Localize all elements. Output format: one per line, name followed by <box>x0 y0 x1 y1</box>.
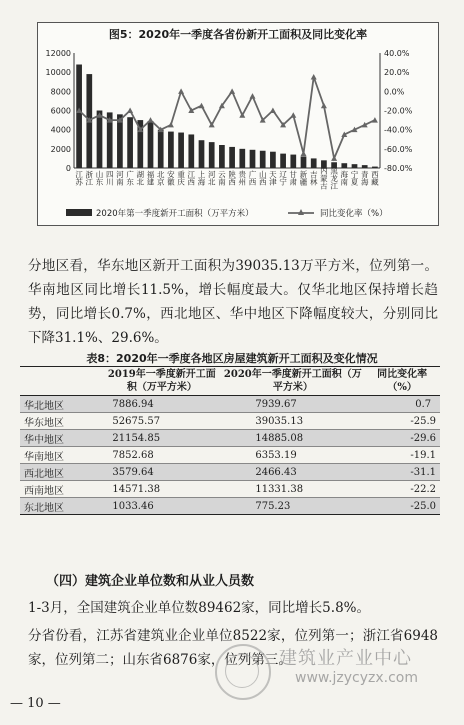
change-rate-point <box>229 88 235 94</box>
x-tick-label: 云南 <box>217 170 227 186</box>
y-right-tick-label: -40.0% <box>384 125 413 135</box>
x-tick-label: 山东 <box>95 170 104 186</box>
table-header-row <box>20 367 440 396</box>
table-cell-2019: 3579.64 <box>102 464 221 481</box>
table-cell-2019: 14571.38 <box>102 481 221 498</box>
chart-title: 图5：2020年一季度各省份新开工面积及同比变化率 <box>108 28 368 41</box>
table-cell-region: 华北地区 <box>20 396 102 413</box>
bar <box>97 111 103 169</box>
bar <box>127 117 133 168</box>
table-cell-2020: 2466.43 <box>221 464 364 481</box>
y-right-tick-label: -60.0% <box>384 144 413 154</box>
y-right-tick-label: -80.0% <box>384 164 413 173</box>
change-rate-point <box>270 108 276 114</box>
x-tick-label: 海南 <box>339 170 349 186</box>
x-tick-label: 广西 <box>248 170 257 186</box>
bar <box>372 167 378 168</box>
watermark-url: www.jzycyzx.com <box>295 670 419 686</box>
change-rate-point <box>372 117 378 123</box>
table-cell-change: -25.0 <box>364 498 440 515</box>
x-tick-label: 河南 <box>115 170 125 186</box>
x-tick-label: 河北 <box>207 170 217 186</box>
x-tick-label: 青海 <box>360 170 370 186</box>
bar <box>311 158 317 168</box>
legend-line-label: 同比变化率（%） <box>320 209 388 219</box>
table-row <box>20 396 440 413</box>
x-tick-label: 新疆 <box>299 170 308 186</box>
change-rate-point <box>321 103 327 109</box>
bar <box>362 165 368 168</box>
page-number: — 10 — <box>10 696 61 711</box>
x-tick-label: 四川 <box>105 170 115 186</box>
table-header-2019: 2019年一季度新开工面积（万平方米） <box>102 367 221 396</box>
bar <box>148 121 154 168</box>
bar <box>341 163 347 168</box>
bar <box>168 132 174 168</box>
bar <box>270 152 276 168</box>
table-row <box>20 498 440 515</box>
legend-line-marker-icon <box>298 209 304 215</box>
y-left-tick-label: 4000 <box>50 125 71 135</box>
y-left-tick-label: 8000 <box>50 87 71 97</box>
change-rate-line <box>79 77 375 158</box>
bar <box>290 155 296 168</box>
table-header-2020: 2020年一季度新开工面积（万平方米） <box>221 367 364 396</box>
table-row <box>20 447 440 464</box>
x-tick-label: 山西 <box>258 170 268 186</box>
table-cell-change: -25.9 <box>364 413 440 430</box>
bar <box>178 133 184 168</box>
watermark-name: 建筑业产业中心 <box>279 648 412 669</box>
chart-svg <box>38 23 438 225</box>
table-cell-2020: 775.23 <box>221 498 364 515</box>
bar <box>158 130 164 168</box>
x-tick-label: 吉林 <box>309 170 319 186</box>
table-cell-2020: 39035.13 <box>221 413 364 430</box>
table-cell-2019: 7852.68 <box>102 447 221 464</box>
table-row <box>20 413 440 430</box>
x-tick-label: 黑龙江 <box>329 166 339 190</box>
x-tick-label: 浙江 <box>84 170 94 186</box>
table-cell-region: 华南地区 <box>20 447 102 464</box>
y-right-tick-label: 0.0% <box>384 87 405 97</box>
bar <box>209 142 215 168</box>
watermark-logo <box>215 640 455 700</box>
watermark-seal-icon <box>215 644 271 700</box>
table-cell-2019: 21154.85 <box>102 430 221 447</box>
table-cell-2020: 7939.67 <box>221 396 364 413</box>
bar <box>188 134 194 168</box>
bar <box>301 157 307 169</box>
bar <box>76 65 82 169</box>
change-rate-point <box>199 103 205 109</box>
x-tick-label: 安徽 <box>166 170 176 186</box>
y-right-tick-label: -20.0% <box>384 106 413 116</box>
x-tick-label: 福建 <box>146 170 155 186</box>
table-cell-2019: 52675.57 <box>102 413 221 430</box>
y-right-tick-label: 20.0% <box>384 68 410 78</box>
table-cell-region: 东北地区 <box>20 498 102 515</box>
table-header-region <box>20 367 102 396</box>
legend-bar-label: 2020年第一季度新开工面积（万平方米） <box>96 209 254 219</box>
chart-figure <box>37 22 439 226</box>
region-table <box>20 366 440 515</box>
y-left-tick-label: 6000 <box>50 106 71 116</box>
change-rate-point <box>178 88 184 94</box>
bar <box>260 151 266 168</box>
y-left-tick-label: 2000 <box>50 144 71 154</box>
x-tick-label: 内蒙古 <box>319 166 329 190</box>
x-tick-label: 江苏 <box>74 170 84 186</box>
x-tick-label: 广东 <box>125 170 135 186</box>
table-cell-2020: 6353.19 <box>221 447 364 464</box>
y-left-tick-label: 10000 <box>45 68 71 78</box>
paragraph-region-summary: 分地区看，华东地区新开工面积为39035.13万平方米，位列第一。华南地区同比增长11.5%，增长幅度最大。仅华北地区保持增长趋势，同比增长0.7%，西北地区、华中地区下降幅度较大，分别同比下降31.1%、29.6%。 <box>28 258 438 346</box>
x-tick-label: 贵州 <box>237 170 247 186</box>
table-cell-change: -31.1 <box>364 464 440 481</box>
bar <box>250 150 256 168</box>
section-heading: （四）建筑企业单位数和从业人员数 <box>46 574 255 589</box>
bar <box>219 145 225 168</box>
table-cell-region: 华中地区 <box>20 430 102 447</box>
x-tick-label: 陕西 <box>227 170 237 186</box>
x-tick-label: 辽宁 <box>278 170 288 186</box>
change-rate-point <box>250 93 256 99</box>
x-tick-label: 湖北 <box>135 170 145 186</box>
bar <box>199 140 205 168</box>
table-cell-change: -22.2 <box>364 481 440 498</box>
x-tick-label: 江西 <box>186 170 196 186</box>
table-cell-change: -19.1 <box>364 447 440 464</box>
x-tick-label: 西藏 <box>370 170 380 186</box>
change-rate-point <box>311 74 317 80</box>
legend-bar-swatch <box>66 209 92 216</box>
table-cell-2019: 7886.94 <box>102 396 221 413</box>
table-cell-region: 西南地区 <box>20 481 102 498</box>
y-left-tick-label: 0 <box>65 164 71 173</box>
change-rate-point <box>168 122 174 128</box>
change-rate-point <box>301 151 307 157</box>
table-cell-change: 0.7 <box>364 396 440 413</box>
bar <box>352 164 358 168</box>
table-header-change: 同比变化率（%） <box>364 367 440 396</box>
x-tick-label: 重庆 <box>176 170 186 186</box>
change-rate-point <box>290 112 296 118</box>
table-cell-change: -29.6 <box>364 430 440 447</box>
change-rate-point <box>331 155 337 161</box>
table-row <box>20 481 440 498</box>
table-cell-region: 西北地区 <box>20 464 102 481</box>
paragraph-enterprise-count: 1-3月，全国建筑企业单位数89462家，同比增长5.8%。 <box>28 600 370 616</box>
x-tick-label: 天津 <box>268 170 278 186</box>
x-tick-label: 上海 <box>197 170 206 186</box>
bar <box>239 149 245 168</box>
y-left-tick-label: 12000 <box>45 49 71 58</box>
bar <box>280 154 286 168</box>
table-cell-2020: 14885.08 <box>221 430 364 447</box>
table-cell-region: 华东地区 <box>20 413 102 430</box>
bar <box>229 147 235 168</box>
y-right-tick-label: 40.0% <box>384 49 410 58</box>
table-row <box>20 464 440 481</box>
x-tick-label: 甘肃 <box>288 170 298 186</box>
table-cell-2019: 1033.46 <box>102 498 221 515</box>
change-rate-point <box>127 108 133 114</box>
table-title: 表8：2020年一季度各地区房屋建筑新开工面积及变化情况 <box>86 352 378 365</box>
paragraph-province-ranking: 分省份看，江苏省建筑业企业单位8522家，位列第一；浙江省6948家，位列第二；山东省6876家，位列第三。 <box>28 628 438 668</box>
table-row <box>20 430 440 447</box>
change-rate-point <box>148 117 154 123</box>
table-cell-2020: 11331.38 <box>221 481 364 498</box>
x-tick-label: 宁夏 <box>350 170 359 186</box>
x-tick-label: 北京 <box>156 170 166 186</box>
